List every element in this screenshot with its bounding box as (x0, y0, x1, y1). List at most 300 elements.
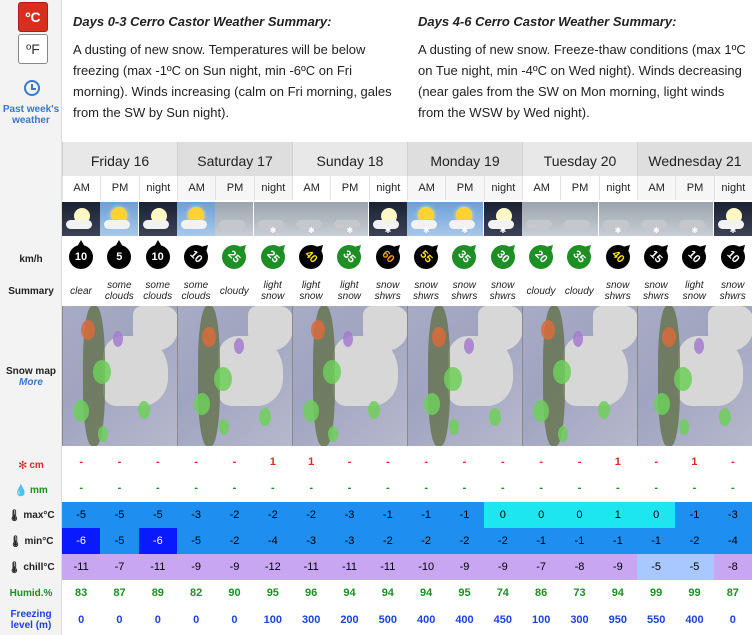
min-temp-value: -6 (139, 528, 177, 554)
humidity-value: 94 (407, 580, 445, 606)
raindrop-icon: 💧 (14, 484, 28, 497)
freezing-level-value: 550 (637, 606, 675, 634)
wind-direction-arrow-icon (699, 242, 710, 253)
period-label: AM (62, 176, 100, 200)
wind-direction-arrow-icon (584, 242, 595, 253)
wind-speed: 25 (217, 240, 251, 274)
wind-direction-arrow-icon (315, 242, 326, 253)
max-temp-value: -1 (675, 502, 713, 528)
max-temp-value: 0 (560, 502, 598, 528)
wind-speed: 10 (677, 240, 711, 274)
max-temp-value: 1 (599, 502, 637, 528)
snow-cm-value: - (215, 450, 253, 474)
period-label: night (484, 176, 522, 200)
summary-text: A dusting of new snow. Freeze-thaw conditions (max 1ºC on Tue night, min -4ºC on Wed night). Winds decreasing (near gales from the SW on Mon morning, light winds from the WSW by Wed night). (418, 42, 746, 120)
condition-summary: light snow (337, 280, 361, 302)
freezing-level-value: 100 (522, 606, 560, 634)
wind-speed: 25 (256, 240, 290, 274)
fahrenheit-toggle[interactable]: ºF (18, 34, 48, 64)
min-temp-value: -3 (330, 528, 368, 554)
wind-indicator (714, 240, 752, 274)
more-link[interactable]: More (19, 377, 43, 388)
wind-direction-arrow-icon (154, 240, 162, 247)
landmass-shape (248, 306, 292, 351)
wind-direction-arrow-icon (239, 242, 250, 253)
cloud-icon (66, 220, 92, 229)
thermometer-icon: 🌡 (8, 535, 23, 548)
snow-cm-value: - (100, 450, 138, 474)
day-header[interactable]: Monday 19 (407, 142, 522, 180)
wind-direction-arrow-icon (77, 240, 85, 247)
snow-cm-value: - (484, 450, 522, 474)
wind-indicator (215, 240, 253, 274)
cloud-icon (526, 220, 552, 229)
weather-icon (100, 202, 138, 236)
period-label: night (714, 176, 752, 200)
humidity-value: 96 (292, 580, 330, 606)
max-temp-value: -1 (407, 502, 445, 528)
chill-temp-value: -7 (100, 554, 138, 580)
snowfall-blob (234, 338, 244, 354)
condition-summary: light snow (299, 280, 323, 302)
snowfall-blob (654, 393, 670, 415)
wind-direction-arrow-icon (354, 242, 365, 253)
rain-mm-value: - (330, 476, 368, 500)
freezing-level-value: 0 (139, 606, 177, 634)
min-temp-value: -2 (215, 528, 253, 554)
chill-temp-value: -8 (560, 554, 598, 580)
snowfall-blob (303, 400, 319, 422)
day-header[interactable]: Saturday 17 (177, 142, 292, 180)
max-temp-value: 0 (484, 502, 522, 528)
cloud-icon (181, 220, 207, 229)
freezing-level-value: 0 (62, 606, 100, 634)
max-temp-value: 0 (637, 502, 675, 528)
weather-icon (560, 202, 598, 236)
min-temp-value: -5 (100, 528, 138, 554)
chill-temp-value: -5 (637, 554, 675, 580)
wind-indicator (254, 240, 292, 274)
freezing-level-value: 400 (445, 606, 483, 634)
snowflake-icon: ✱ (423, 226, 430, 235)
humidity-value: 95 (445, 580, 483, 606)
snowmap-label: Snow map More (5, 366, 56, 388)
day-header[interactable]: Friday 16 (62, 142, 177, 180)
snowfall-blob (449, 419, 459, 435)
wind-indicator (637, 240, 675, 274)
snow-cm-value: - (637, 450, 675, 474)
snowflake-icon: ✱ (653, 226, 660, 235)
weather-icon (714, 202, 752, 236)
weather-icon (139, 202, 177, 236)
weather-icon (637, 202, 675, 236)
snow-cm-value: 1 (292, 450, 330, 474)
condition-summary: snow shwrs (489, 280, 516, 302)
wind-indicator (330, 240, 368, 274)
humidity-value: 86 (522, 580, 560, 606)
min-temp-value: -1 (560, 528, 598, 554)
condition-summary: cloudy (564, 285, 594, 297)
wind-indicator (62, 240, 100, 274)
rain-mm-value: - (407, 476, 445, 500)
freezing-level-value: 0 (714, 606, 752, 634)
weather-icon (484, 202, 522, 236)
snowfall-blob (98, 426, 108, 442)
snow-cm-value: - (560, 450, 598, 474)
rain-mm-value: - (254, 476, 292, 500)
snowflake-icon: ✱ (269, 226, 277, 235)
snowfall-blob (719, 408, 731, 426)
humidity-value: 99 (637, 580, 675, 606)
rain-mm-value: - (292, 476, 330, 500)
snowfall-blob (553, 360, 571, 384)
summary-days-4-6 (418, 0, 746, 123)
snowfall-blob (323, 360, 341, 384)
landmass-shape (478, 306, 522, 351)
wind-direction-arrow-icon (200, 242, 211, 253)
snow-cm-value: - (62, 450, 100, 474)
chill-temp-value: -7 (522, 554, 560, 580)
landmass-shape (363, 306, 407, 351)
freezing-level-value: 0 (177, 606, 215, 634)
snowfall-blob (464, 338, 474, 354)
max-temp-value: -5 (100, 502, 138, 528)
chill-temp-value: -10 (407, 554, 445, 580)
condition-summary: snow shwrs (719, 280, 746, 302)
period-label: PM (445, 176, 483, 200)
min-temp-value: -2 (445, 528, 483, 554)
snowfall-blob (694, 338, 704, 354)
snow-cm-value: - (177, 450, 215, 474)
summary-title: Days 0-3 Cerro Castor Weather Summary: (73, 14, 332, 29)
condition-summary: cloudy (219, 285, 249, 297)
snow-cm-value: 1 (599, 450, 637, 474)
snow-cm-value: - (445, 450, 483, 474)
condition-summary: snow shwrs (451, 280, 478, 302)
rain-mm-value: - (139, 476, 177, 500)
wind-speed: 10 (716, 240, 750, 274)
wind-speed: 60 (371, 240, 405, 274)
chill-temp-value: -11 (62, 554, 100, 580)
period-label: PM (675, 176, 713, 200)
snow-cm-value: - (714, 450, 752, 474)
freezing-level-value: 400 (407, 606, 445, 634)
period-label: night (139, 176, 177, 200)
rain-mm-value: - (675, 476, 713, 500)
snowfall-blob (81, 320, 95, 340)
wind-indicator (407, 240, 445, 274)
wind-indicator (560, 240, 598, 274)
min-temp-value: -2 (675, 528, 713, 554)
weather-icon (330, 202, 368, 236)
humidity-value: 94 (330, 580, 368, 606)
wind-indicator (292, 240, 330, 274)
condition-summary: snow shwrs (374, 280, 401, 302)
rain-mm-value: - (714, 476, 752, 500)
chill-temp-value: -11 (330, 554, 368, 580)
humidity-value: 83 (62, 580, 100, 606)
max-temp-value: -3 (714, 502, 752, 528)
rain-mm-value: - (445, 476, 483, 500)
min-temp-value: -2 (369, 528, 407, 554)
left-sidebar (0, 0, 62, 635)
snow-map-image[interactable] (637, 306, 752, 446)
snow-map-image[interactable] (522, 306, 637, 446)
wind-indicator (445, 240, 483, 274)
weather-icon (522, 202, 560, 236)
wind-direction-arrow-icon (277, 242, 288, 253)
wind-indicator (100, 240, 138, 274)
weather-icon (675, 202, 713, 236)
snow-label: ✻ cm (18, 459, 44, 472)
wind-indicator (369, 240, 407, 274)
day-header[interactable]: Wednesday 21 (637, 142, 752, 180)
snowfall-blob (489, 408, 501, 426)
chill-temp-value: -9 (484, 554, 522, 580)
condition-summary: clear (70, 285, 92, 297)
condition-summary: cloudy (526, 285, 556, 297)
humidity-value: 95 (254, 580, 292, 606)
condition-summary: snow shwrs (412, 280, 440, 302)
freezing-level-value: 950 (599, 606, 637, 634)
max-temp-value: 0 (522, 502, 560, 528)
freezing-level-value: 300 (292, 606, 330, 634)
freezing-level-value: 0 (100, 606, 138, 634)
wind-speed: 20 (524, 240, 558, 274)
wind-speed: 15 (639, 240, 673, 274)
snowfall-blob (138, 401, 150, 419)
wind-direction-arrow-icon (737, 242, 748, 253)
period-label: night (599, 176, 637, 200)
condition-summary: light snow (260, 280, 285, 302)
cloud-icon (564, 220, 590, 229)
snowflake-icon: ✻ (18, 459, 28, 472)
wind-indicator (177, 240, 215, 274)
snowfall-blob (598, 401, 610, 419)
humidity-value: 74 (484, 580, 522, 606)
snowfall-blob (219, 419, 229, 435)
humidity-value: 94 (369, 580, 407, 606)
chill-temp-value: -9 (445, 554, 483, 580)
weather-icon (599, 202, 637, 236)
condition-summary: snow shwrs (604, 280, 631, 302)
snowflake-icon: ✱ (691, 226, 699, 235)
min-temp-value: -5 (177, 528, 215, 554)
cloud-icon (219, 220, 245, 229)
rain-mm-value: - (637, 476, 675, 500)
freezing-level-value: 100 (254, 606, 292, 634)
thermometer-icon: 🌡 (7, 561, 22, 574)
snowfall-blob (343, 331, 353, 347)
max-temp-value: -2 (254, 502, 292, 528)
chill-temp-value: -12 (254, 554, 292, 580)
weather-icon (445, 202, 483, 236)
max-temp-value: -1 (445, 502, 483, 528)
humidity-value: 89 (139, 580, 177, 606)
min-temp-value: -6 (62, 528, 100, 554)
cloud-icon (143, 220, 169, 229)
snowfall-blob (328, 426, 338, 442)
max-temp-value: -3 (330, 502, 368, 528)
forecast-summaries (62, 0, 752, 142)
max-temp-label: 🌡 max°C (7, 509, 55, 522)
min-temp-value: -2 (484, 528, 522, 554)
wind-speed: 55 (409, 240, 443, 274)
condition-summary: light snow (682, 280, 706, 302)
summary-text: A dusting of new snow. Temperatures will be below freezing (max -1ºC on Sun night, min -6ºC on Fri morning). Winds increasing (calm on Fri morning, gales from the SW by Sun night). (73, 42, 392, 120)
weather-icon (62, 202, 100, 236)
min-temp-value: -4 (254, 528, 292, 554)
wind-speed: 35 (562, 240, 596, 274)
wind-speed: 40 (601, 240, 635, 274)
landmass-shape (133, 306, 177, 351)
snowfall-blob (259, 408, 271, 426)
freezing-level-value: 0 (215, 606, 253, 634)
humidity-value: 94 (599, 580, 637, 606)
chill-temp-value: -11 (292, 554, 330, 580)
snowflake-icon: ✱ (499, 226, 507, 235)
snowfall-blob (444, 367, 462, 391)
wind-indicator (675, 240, 713, 274)
period-label: PM (100, 176, 138, 200)
wind-indicator (139, 240, 177, 274)
wind-speed: 10 (146, 245, 170, 269)
snowfall-blob (674, 367, 692, 391)
chill-temp-value: -11 (139, 554, 177, 580)
freezing-level-value: 500 (369, 606, 407, 634)
humidity-value: 90 (215, 580, 253, 606)
freezing-label: Freezing level (m) (10, 609, 52, 631)
cloud-icon (104, 220, 130, 229)
clock-icon[interactable] (24, 80, 40, 96)
snowfall-blob (424, 393, 440, 415)
min-temp-value: -1 (637, 528, 675, 554)
snowfall-blob (533, 400, 549, 422)
snow-map-image[interactable] (292, 306, 407, 446)
snowfall-blob (214, 367, 232, 391)
wind-speed: 35 (332, 240, 366, 274)
condition-summary: some clouds (143, 280, 173, 302)
landmass-shape (708, 306, 752, 351)
period-label: AM (637, 176, 675, 200)
snowfall-blob (558, 426, 568, 442)
max-temp-value: -2 (292, 502, 330, 528)
snow-cm-value: 1 (675, 450, 713, 474)
summary-title: Days 4-6 Cerro Castor Weather Summary: (418, 14, 677, 29)
snowflake-icon: ✱ (308, 226, 315, 235)
chill-label: 🌡 chill°C (7, 561, 55, 574)
period-label: PM (330, 176, 368, 200)
wind-direction-arrow-icon (622, 242, 633, 253)
humidity-value: 73 (560, 580, 598, 606)
snowfall-blob (679, 419, 689, 435)
humidity-label: Humid.% (9, 587, 53, 599)
snow-cm-value: - (522, 450, 560, 474)
weather-icon (254, 202, 292, 236)
wind-indicator (484, 240, 522, 274)
landmass-shape (593, 306, 637, 351)
snowfall-blob (311, 320, 325, 340)
snow-cm-value: 1 (254, 450, 292, 474)
period-label: AM (522, 176, 560, 200)
past-weather-link[interactable]: Past week's weather (2, 104, 60, 126)
wind-direction-arrow-icon (507, 242, 518, 253)
humidity-value: 99 (675, 580, 713, 606)
snowflake-icon: ✱ (384, 226, 392, 235)
wind-indicator (599, 240, 637, 274)
chill-temp-value: -8 (714, 554, 752, 580)
freezing-level-value: 200 (330, 606, 368, 634)
snowfall-blob (368, 401, 380, 419)
snowfall-blob (202, 327, 216, 347)
min-temp-label: 🌡 min°C (8, 535, 54, 548)
snow-map-image[interactable] (177, 306, 292, 446)
chill-temp-value: -9 (599, 554, 637, 580)
snowfall-blob (573, 331, 583, 347)
period-label: PM (560, 176, 598, 200)
max-temp-value: -3 (177, 502, 215, 528)
max-temp-value: -5 (62, 502, 100, 528)
weather-icon (292, 202, 330, 236)
rain-mm-value: - (177, 476, 215, 500)
snowflake-icon: ✱ (614, 226, 622, 235)
weather-icon (369, 202, 407, 236)
max-temp-value: -2 (215, 502, 253, 528)
min-temp-value: -1 (599, 528, 637, 554)
wind-direction-arrow-icon (660, 242, 671, 253)
wind-speed: 30 (486, 240, 520, 274)
condition-summary: some clouds (104, 280, 134, 302)
wind-direction-arrow-icon (430, 242, 441, 253)
condition-summary: some clouds (181, 280, 211, 302)
wind-speed: 35 (447, 240, 481, 274)
min-temp-value: -1 (522, 528, 560, 554)
thermometer-icon: 🌡 (7, 509, 22, 522)
freezing-level-value: 300 (560, 606, 598, 634)
rain-mm-value: - (522, 476, 560, 500)
wind-direction-arrow-icon (545, 242, 556, 253)
celsius-toggle[interactable]: ºC (18, 2, 48, 32)
condition-summary: snow shwrs (642, 280, 670, 302)
rain-mm-value: - (369, 476, 407, 500)
period-label: AM (292, 176, 330, 200)
weather-icon (215, 202, 253, 236)
max-temp-value: -5 (139, 502, 177, 528)
snowfall-blob (73, 400, 89, 422)
snowfall-blob (432, 327, 446, 347)
wind-direction-arrow-icon (392, 242, 403, 253)
wind-speed: 10 (69, 245, 93, 269)
snow-map-image[interactable] (407, 306, 522, 446)
day-header[interactable]: Tuesday 20 (522, 142, 637, 180)
rain-mm-value: - (484, 476, 522, 500)
day-header[interactable]: Sunday 18 (292, 142, 407, 180)
snowflake-icon: ✱ (461, 226, 469, 235)
snowfall-blob (662, 327, 676, 347)
snow-cm-value: - (369, 450, 407, 474)
rain-label: 💧 mm (14, 484, 48, 497)
summary-days-0-3 (73, 0, 407, 123)
wind-label: km/h (19, 253, 43, 265)
snowfall-blob (541, 320, 555, 340)
wind-speed: 5 (107, 245, 131, 269)
snow-cm-value: - (407, 450, 445, 474)
freezing-level-value: 400 (675, 606, 713, 634)
weather-icon (407, 202, 445, 236)
snow-cm-value: - (139, 450, 177, 474)
wind-direction-arrow-icon (115, 240, 123, 247)
snow-map-image[interactable] (62, 306, 177, 446)
